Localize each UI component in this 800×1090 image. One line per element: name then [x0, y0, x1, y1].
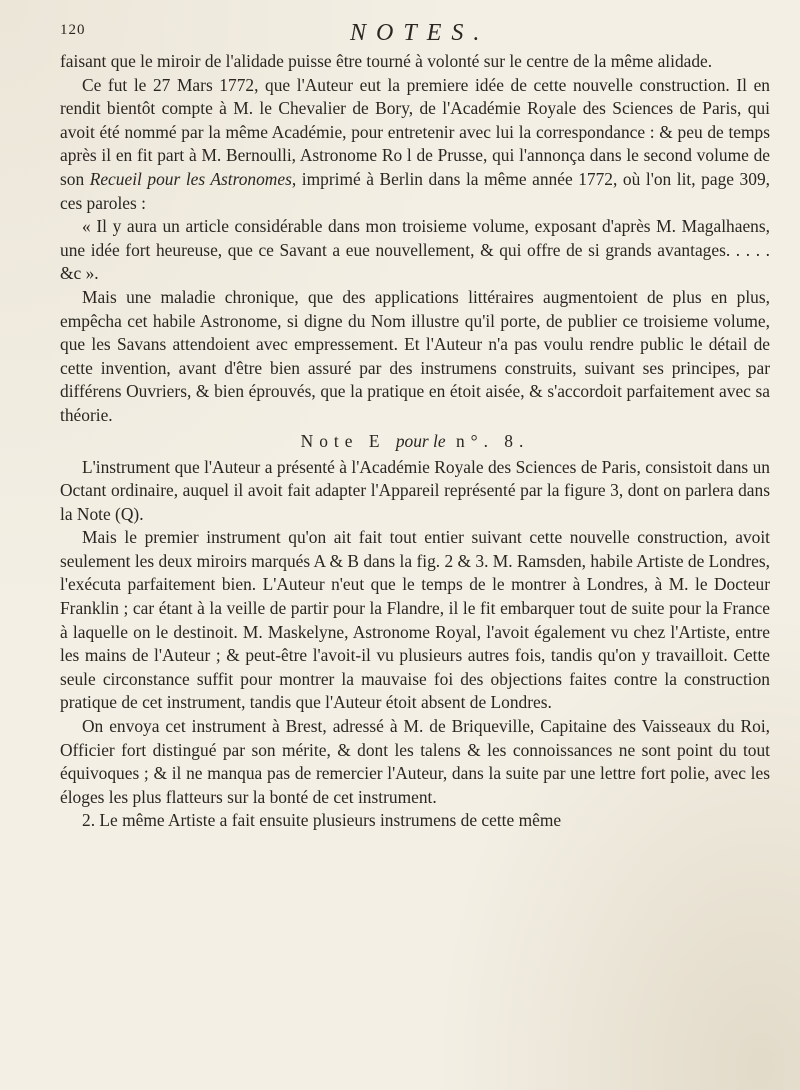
running-head: [60, 20, 770, 50]
paragraph-text: , imprimé à Berlin dans la même année 1772, où l'on lit, page 309, ces paroles :: [60, 168, 770, 213]
note-suffix: pour le: [395, 430, 446, 451]
paragraph-continuation: faisant que le miroir de l'alidade puisse être tourné à volonté sur le centre de la même alidade.: [60, 51, 713, 71]
paragraph-ramsden: Mais le premier instrument qu'on ait fait tout entier suivant cette nouvelle construction, avoit seulement les deux miroirs marqués A & B dans la fig. 2 & 3. M. Ramsden, habile Artiste de Londres, l'exécuta parfaitement bien. L'Auteur n'eut que le temps de le montrer à Londres, à M. le Docteur Franklin ; car étant à la veille de partir pour la Flandre, il le fit embarquer tout de suite pour la France à laquelle on le destinoit. M. Maskelyne, Astronome Royal, l'avoit également vu chez l'Artiste, entre les mains de l'Auteur ; & peut-être l'avoit-il vu plusieurs autres fois, tandis qu'on y travailloit. Cette seule circonstance suffit pour montrer la mauvaise foi des objections faites contre la construction pratique de cet instrument, tandis que l'Auteur étoit absent de Londres.: [60, 527, 770, 713]
paragraph-text: Ce fut le 27 Mars 1772, que l'Auteur eut la premiere idée de cette nouvelle construction. Il en rendit bientôt compte à M. le Chevalier de Bory, de l'Académie Royale des Sciences de Paris, qui avoit été nommé par la même Académie, pour entretenir avec lui la correspondance : & peu de temps après il en fit part à M. Bernoulli, Astronome Ro l de Prusse, qui l'annonça dans le second volume de son: [60, 74, 770, 189]
paragraph-octant: L'instrument que l'Auteur a présenté à l'Académie Royale des Sciences de Paris, consistoit dans un Octant ordinaire, auquel il avoit fait adapter l'Appareil représenté par la figure 3, dont on parlera dans la Note (Q).: [60, 456, 770, 524]
paragraph-artist: 2. Le même Artiste a fait ensuite plusieurs instrumens de cette même: [82, 810, 562, 831]
running-title: NOTES.: [350, 20, 490, 46]
note-label: Note E: [300, 430, 386, 451]
page-number: 120: [60, 22, 86, 38]
note-heading: [60, 431, 770, 452]
paragraph-brest: On envoya cet instrument à Brest, adressé à M. de Briqueville, Capitaine des Vaisseaux du Roi, Officier fort distingué par son mérite, & dont les talens & les connoissances ne sont point du tout équivoques ; & il ne manqua pas de remercier l'Auteur, dans la suite par une lettre fort polie, avec les éloges les plus flatteurs sur la bonté de cet instrument.: [60, 716, 770, 807]
note-number: n°. 8.: [455, 430, 530, 451]
paragraph-construction-date: [60, 74, 770, 216]
quotation: « Il y aura un article considérable dans mon troisieme volume, exposant d'après M. Magalhaens, une idée fort heureuse, que ce Savant a eue nouvellement, & qui offre de si grands avantages. . . . . &c ».: [60, 216, 770, 284]
paragraph-illness: Mais une maladie chronique, que des applications littéraires augmentoient de plus en plus, empêcha cet habile Astronome, si digne du Nom illustre qu'il porte, de publier ce troisieme volume, que les Savans attendoient avec empressement. Et l'Auteur n'a pas voulu rendre public le détail de cette invention, avant d'être bien assuré par des instrumens construits, suivant ses principes, par différens Ouvriers, & bien éprouvés, que la pratique en étoit aisée, & s'accordoit parfaitement avec sa théorie.: [60, 286, 770, 425]
book-title-recueil: Recueil pour les Astronomes: [89, 168, 292, 189]
